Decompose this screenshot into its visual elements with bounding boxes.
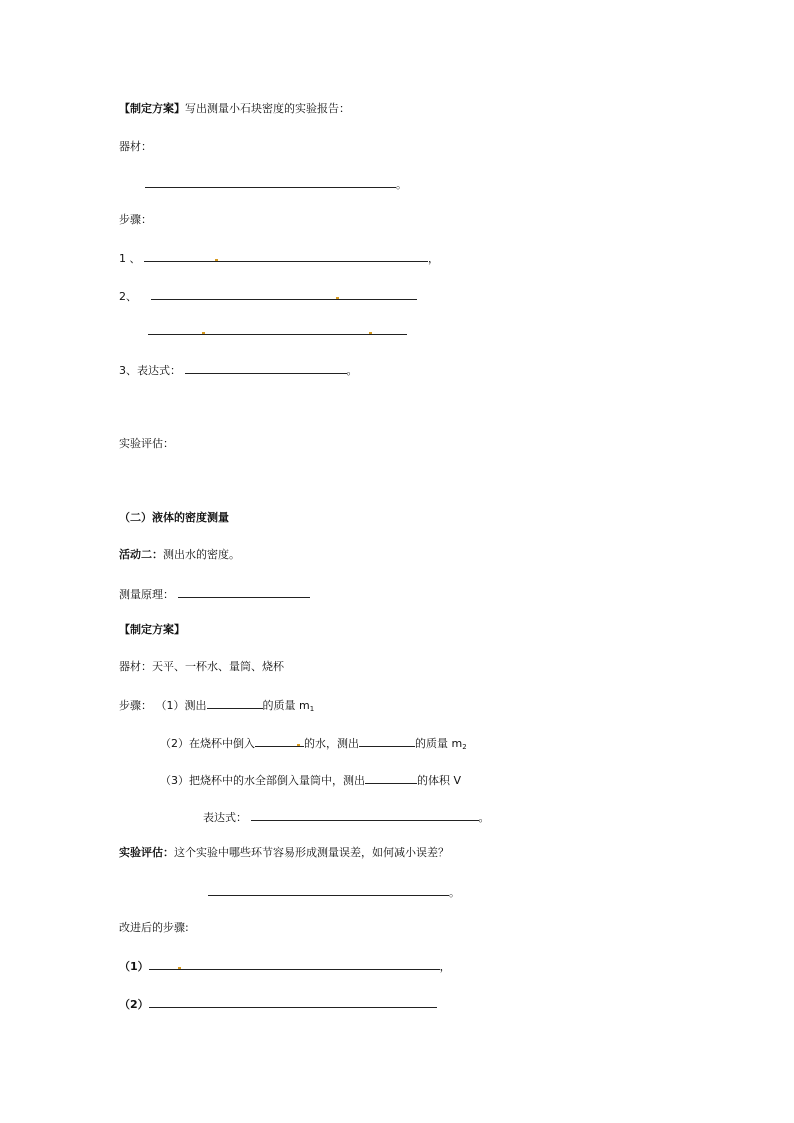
step2-2-blank-a[interactable]	[255, 735, 304, 747]
step2-2-mid: 的水，测出	[304, 737, 359, 750]
m1-subscript: 1	[309, 705, 315, 713]
section2-title: （二）液体的密度测量	[119, 511, 229, 524]
improved1-label: （1）	[119, 960, 149, 973]
evaluation-label: 实验评估：	[119, 437, 174, 450]
evaluation2-blank[interactable]	[208, 884, 449, 896]
principle-line	[119, 586, 310, 602]
period: 。	[396, 178, 407, 191]
principle-blank[interactable]	[178, 586, 310, 598]
step2-line	[119, 288, 417, 304]
expression2-label: 表达式：	[203, 811, 247, 824]
step2-cont-line	[148, 323, 407, 339]
equipment2-text: 天平、一杯水、量筒、烧杯	[152, 660, 284, 673]
improved-label: 改进后的步骤:	[119, 921, 189, 934]
step1-line	[119, 250, 439, 266]
step3-line	[119, 362, 358, 378]
period: 。	[346, 364, 358, 377]
activity-text: 测出水的密度。	[163, 548, 240, 561]
improved1-blank[interactable]	[149, 958, 440, 970]
step1-label: 1 、	[119, 252, 141, 265]
principle-label: 测量原理：	[119, 588, 174, 601]
evaluation2-answer	[208, 884, 460, 900]
steps2-label: 步骤：	[119, 699, 152, 712]
period: 。	[478, 811, 490, 824]
step2-blank[interactable]	[151, 288, 417, 300]
step2-1-suffix: 的质量 m	[262, 699, 310, 712]
improved2-blank[interactable]	[149, 996, 437, 1008]
activity-label: 活动二：	[119, 548, 163, 561]
plan-heading-2: 【制定方案】	[119, 623, 185, 636]
step2-3-blank[interactable]	[365, 772, 417, 784]
step2-2-suffix: 的质量 m	[415, 737, 463, 750]
step2-2-line	[160, 735, 467, 754]
equipment-label: 器材：	[119, 140, 152, 153]
m2-subscript: 2	[462, 743, 467, 751]
equipment-blank[interactable]	[145, 176, 396, 188]
step2-label: 2、	[119, 290, 137, 303]
expression2-line	[203, 809, 490, 825]
step3-blank[interactable]	[185, 362, 347, 374]
plan-heading: 【制定方案】	[119, 102, 185, 115]
evaluation2-label: 实验评估：	[119, 846, 174, 859]
comma: ，	[428, 252, 439, 265]
step2-3-line	[160, 772, 461, 788]
evaluation2-question: 这个实验中哪些环节容易形成测量误差，如何减小误差？	[174, 846, 449, 859]
evaluation2-line	[119, 846, 449, 860]
step2-1-line	[119, 697, 314, 716]
step1-blank[interactable]	[144, 250, 428, 262]
improved1-line	[119, 958, 451, 974]
equipment2-label: 器材：	[119, 660, 152, 673]
plan-heading-line	[119, 102, 350, 116]
comma: ，	[439, 960, 451, 973]
step2-1-prefix: （1）测出	[155, 699, 207, 712]
improved2-line	[119, 996, 437, 1012]
step2-3-prefix: （3）把烧杯中的水全部倒入量筒中，测出	[160, 774, 365, 787]
expression2-blank[interactable]	[251, 809, 479, 821]
step2-2-prefix: （2）在烧杯中倒入	[160, 737, 255, 750]
improved2-label: （2）	[119, 998, 149, 1011]
plan-text: 写出测量小石块密度的实验报告：	[185, 102, 350, 115]
step2-2-blank-b[interactable]	[359, 735, 415, 747]
period: 。	[449, 886, 460, 899]
step2-1-blank[interactable]	[207, 697, 263, 709]
activity-line	[119, 548, 240, 562]
step2-3-suffix: 的体积 V	[417, 774, 462, 787]
step2-cont-blank[interactable]	[148, 323, 407, 335]
step3-label: 3、表达式：	[119, 364, 181, 377]
steps-label: 步骤：	[119, 213, 152, 226]
equipment-answer	[145, 176, 407, 192]
equipment2-line	[119, 660, 284, 674]
